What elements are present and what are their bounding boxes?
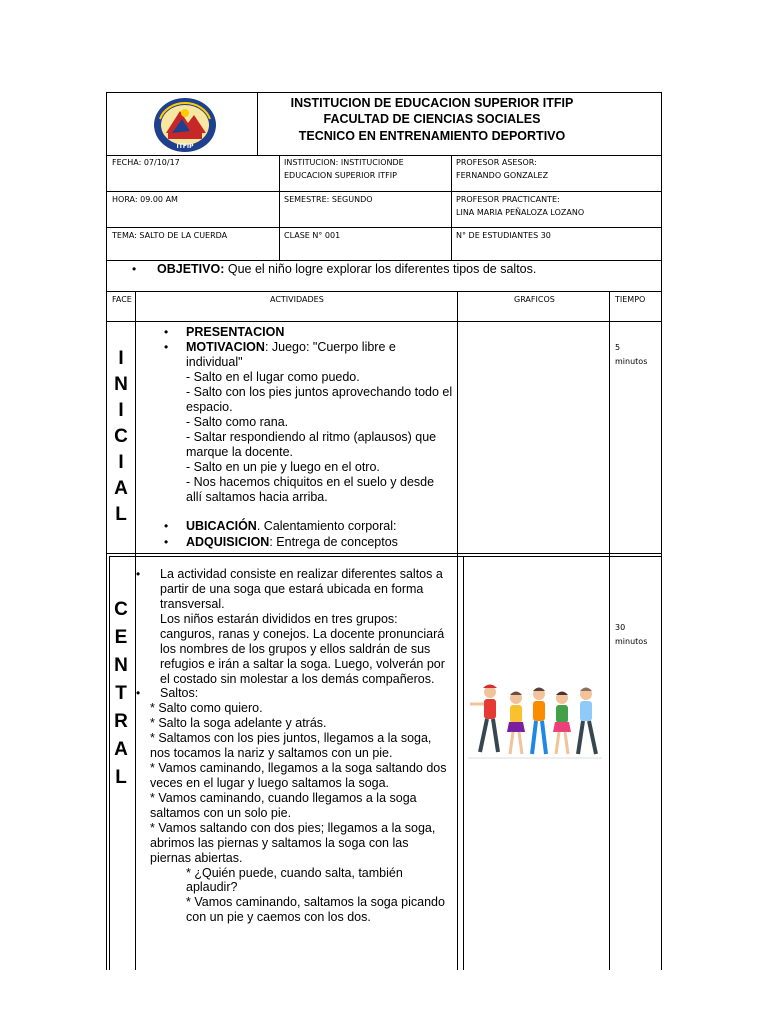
col-tiempo: TIEMPO bbox=[615, 295, 646, 304]
list-item: - Nos hacemos chiquitos en el suelo y desde bbox=[186, 475, 435, 489]
text-line: abrimos las piernas y saltamos la soga con las bbox=[150, 836, 409, 850]
ubicacion-text: . Calentamiento corporal: bbox=[256, 519, 397, 533]
text-line: partir de una soga que estará ubicada en forma bbox=[160, 582, 424, 596]
presentacion-item: PRESENTACION bbox=[186, 325, 285, 339]
bullet: • bbox=[164, 535, 169, 549]
estudiantes-field: N° DE ESTUDIANTES 30 bbox=[456, 231, 551, 240]
profesor-practicante-label: PROFESOR PRACTICANTE: bbox=[456, 195, 560, 204]
text-line: canguros, ranas y conejos. La docente pronunciará bbox=[160, 627, 445, 641]
text-line: * Saltamos con los pies juntos, llegamos a la soga, bbox=[150, 731, 432, 745]
motivacion-label: MOTIVACION bbox=[186, 340, 265, 354]
institucion-field-line1: INSTITUCION: INSTITUCIONDE bbox=[284, 158, 404, 167]
fecha-field: FECHA: 07/10/17 bbox=[112, 158, 180, 167]
clase-field: CLASE N° 001 bbox=[284, 231, 341, 240]
list-item: allí saltamos hacia arriba. bbox=[186, 490, 328, 504]
central-tiempo-unit: minutos bbox=[615, 637, 648, 646]
objetivo-bullet: • bbox=[132, 262, 137, 276]
list-item: marque la docente. bbox=[186, 445, 294, 459]
adquisicion-item bbox=[186, 535, 398, 550]
inicial-letter: L bbox=[115, 504, 127, 525]
central-letter: E bbox=[114, 627, 128, 648]
inicial-letter: C bbox=[114, 426, 128, 447]
inicial-tiempo-unit: minutos bbox=[615, 357, 648, 366]
inicial-letter: N bbox=[114, 374, 128, 395]
central-letter: N bbox=[114, 655, 128, 676]
header-faculty: FACULTAD DE CIENCIAS SOCIALES bbox=[323, 112, 541, 126]
bullet: • bbox=[136, 686, 141, 700]
text-line: * Vamos caminando, cuando llegamos a la soga bbox=[150, 791, 417, 805]
profesor-practicante-name: LINA MARIA PEÑALOZA LOZANO bbox=[456, 208, 585, 217]
text-line: nos tocamos la nariz y saltamos con un pie. bbox=[150, 746, 393, 760]
col-face: FACE bbox=[112, 295, 132, 304]
text-line: los nombres de los grupos y ellos saldrán de sus bbox=[160, 642, 431, 656]
motivacion-text: : Juego: "Cuerpo libre e bbox=[264, 340, 396, 354]
central-letter: C bbox=[114, 599, 128, 620]
profesor-asesor-name: FERNANDO GONZALEZ bbox=[456, 171, 549, 180]
kids-walking-illustration bbox=[466, 682, 604, 762]
text-line: veces en el lugar y luego saltamos la soga. bbox=[150, 776, 390, 790]
col-actividades: ACTIVIDADES bbox=[270, 295, 324, 304]
text-line: * Salto como quiero. bbox=[150, 701, 263, 715]
profesor-asesor-label: PROFESOR ASESOR: bbox=[456, 158, 537, 167]
text-line: * Vamos saltando con dos pies; llegamos a la soga, bbox=[150, 821, 436, 835]
list-item: espacio. bbox=[186, 400, 233, 414]
text-line: * Vamos caminando, saltamos la soga picando bbox=[186, 895, 445, 909]
bullet: • bbox=[164, 325, 169, 339]
text-line: saltamos con un solo pie. bbox=[150, 806, 292, 820]
adquisicion-label: ADQUISICION bbox=[186, 535, 270, 549]
institucion-field-line2: EDUCACION SUPERIOR ITFIP bbox=[284, 171, 397, 180]
objetivo-text: Que el niño logre explorar los diferentes tipos de saltos. bbox=[224, 262, 537, 276]
list-item: - Saltar respondiendo al ritmo (aplausos) que bbox=[186, 430, 437, 444]
bullet: • bbox=[164, 519, 169, 533]
motivacion-item bbox=[186, 340, 396, 355]
objetivo-label: OBJETIVO: bbox=[157, 262, 225, 276]
text-line: aplaudir? bbox=[186, 880, 238, 894]
inicial-letter: A bbox=[114, 478, 128, 499]
text-line: transversal. bbox=[160, 597, 225, 611]
inicial-letter: I bbox=[118, 348, 124, 369]
text-line: Los niños estarán divididos en tres grupos: bbox=[160, 612, 398, 626]
hora-field: HORA: 09.00 AM bbox=[112, 195, 178, 204]
central-letter: R bbox=[114, 711, 128, 732]
text-line: refugios e irán a saltar la soga. Luego, volverán por bbox=[160, 657, 445, 671]
bullet: • bbox=[164, 340, 169, 354]
central-tiempo-value: 30 bbox=[615, 623, 626, 632]
header-program: TECNICO EN ENTRENAMIENTO DEPORTIVO bbox=[298, 129, 566, 143]
bullet: • bbox=[136, 567, 141, 581]
semestre-field: SEMESTRE: SEGUNDO bbox=[284, 195, 373, 204]
institution-logo bbox=[150, 97, 220, 153]
text-line: Saltos: bbox=[160, 686, 199, 700]
list-item: - Salto con los pies juntos aprovechando todo el bbox=[186, 385, 453, 399]
central-letter: A bbox=[114, 739, 128, 760]
inicial-tiempo-value: 5 bbox=[615, 343, 621, 352]
text-line: La actividad consiste en realizar diferentes saltos a bbox=[160, 567, 443, 581]
list-item: - Salto como rana. bbox=[186, 415, 289, 429]
text-line: * ¿Quién puede, cuando salta, también bbox=[186, 866, 403, 880]
text-line: * Vamos caminando, llegamos a la soga saltando dos bbox=[150, 761, 447, 775]
adquisicion-text: : Entrega de conceptos bbox=[269, 535, 398, 549]
text-line: piernas abiertas. bbox=[150, 851, 243, 865]
inicial-letter: I bbox=[118, 400, 124, 421]
ubicacion-label: UBICACIÓN bbox=[186, 519, 257, 533]
central-letter: T bbox=[115, 683, 127, 704]
inicial-letter: I bbox=[118, 452, 124, 473]
objetivo bbox=[157, 262, 536, 277]
text-line: el costado sin molestar a los demás compañeros. bbox=[160, 672, 435, 686]
ubicacion-item bbox=[186, 519, 397, 534]
central-letter: L bbox=[115, 767, 127, 788]
list-item: - Salto en el lugar como puedo. bbox=[186, 370, 360, 384]
svg-text:ITFIP: ITFIP bbox=[176, 143, 194, 150]
col-graficos: GRAFICOS bbox=[514, 295, 555, 304]
list-item: individual" bbox=[186, 355, 243, 369]
header-institution: INSTITUCION DE EDUCACION SUPERIOR ITFIP bbox=[290, 96, 574, 110]
text-line: con un pie y caemos con los dos. bbox=[186, 910, 371, 924]
tema-field: TEMA: SALTO DE LA CUERDA bbox=[112, 231, 228, 240]
list-item: - Salto en un pie y luego en el otro. bbox=[186, 460, 380, 474]
text-line: * Salto la soga adelante y atrás. bbox=[150, 716, 327, 730]
